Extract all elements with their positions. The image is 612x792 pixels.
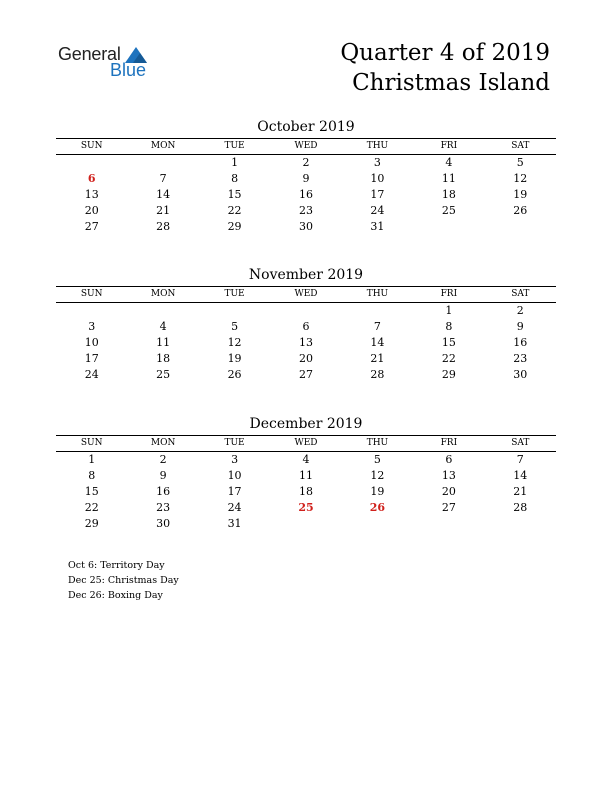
day-cell: 22 — [84, 501, 99, 514]
day-cell: 22 — [441, 352, 456, 365]
day-cell — [342, 516, 413, 532]
day-grid — [56, 155, 556, 235]
weekday-header — [56, 286, 556, 303]
weekday-label: WED — [294, 438, 318, 448]
day-cell: 2 — [302, 156, 310, 169]
day-cell: 16 — [513, 336, 528, 349]
day-cell: 12 — [370, 469, 385, 482]
weekday-label: SAT — [511, 438, 530, 448]
day-cell: 29 — [84, 517, 99, 530]
weekday-header — [56, 435, 556, 452]
day-cell: 8 — [445, 320, 453, 333]
day-cell: 15 — [84, 485, 99, 498]
day-cell: 9 — [516, 320, 524, 333]
day-cell: 7 — [159, 172, 167, 185]
month-title: November 2019 — [248, 267, 364, 283]
logo-text-blue: Blue — [110, 60, 147, 80]
day-cell: 27 — [441, 501, 456, 514]
day-cell: 28 — [513, 501, 528, 514]
day-cell: 12 — [227, 336, 242, 349]
weekday-label: FRI — [440, 141, 458, 151]
day-cell: 26 — [369, 501, 386, 514]
weekday-label: WED — [294, 289, 318, 299]
weekday-label: TUE — [224, 141, 245, 151]
weekday-header — [56, 138, 556, 155]
day-cell: 6 — [302, 320, 310, 333]
page-title — [230, 38, 550, 98]
day-cell: 17 — [227, 485, 242, 498]
day-cell: 3 — [373, 156, 381, 169]
day-cell: 11 — [441, 172, 456, 185]
day-cell: 28 — [156, 220, 171, 233]
title-region: Christmas Island — [352, 70, 550, 96]
day-cell: 21 — [513, 485, 528, 498]
weekday-label: SAT — [511, 141, 530, 151]
holiday-notes — [68, 558, 179, 603]
day-cell: 15 — [227, 188, 242, 201]
day-cell: 24 — [227, 501, 242, 514]
day-cell: 15 — [441, 336, 456, 349]
day-cell — [127, 155, 198, 171]
weekday-label: SUN — [80, 438, 103, 448]
month-calendar — [56, 266, 556, 383]
day-cell: 19 — [370, 485, 385, 498]
weekday-label: THU — [366, 289, 389, 299]
day-cell — [485, 516, 556, 532]
day-cell: 3 — [231, 453, 239, 466]
weekday-label: THU — [366, 141, 389, 151]
month-calendar — [56, 118, 556, 235]
day-cell: 10 — [227, 469, 242, 482]
weekday-label: MON — [150, 438, 176, 448]
day-cell: 6 — [87, 172, 96, 185]
day-cell: 3 — [88, 320, 96, 333]
day-cell: 23 — [298, 204, 313, 217]
day-cell: 4 — [445, 156, 453, 169]
holiday-note: Oct 6: Territory Day — [68, 560, 165, 571]
day-cell: 4 — [302, 453, 310, 466]
day-cell — [56, 155, 127, 171]
day-cell: 27 — [84, 220, 99, 233]
day-grid — [56, 452, 556, 532]
day-cell: 11 — [298, 469, 313, 482]
day-cell: 2 — [516, 304, 524, 317]
day-cell: 6 — [445, 453, 453, 466]
day-cell: 14 — [513, 469, 528, 482]
title-quarter: Quarter 4 of 2019 — [340, 40, 550, 66]
month-title: December 2019 — [249, 416, 363, 432]
day-cell: 13 — [298, 336, 313, 349]
weekday-label: SAT — [511, 289, 530, 299]
day-cell: 21 — [370, 352, 385, 365]
day-cell: 24 — [84, 368, 99, 381]
day-cell: 12 — [513, 172, 528, 185]
day-cell: 19 — [227, 352, 242, 365]
day-cell: 5 — [231, 320, 239, 333]
day-cell: 11 — [156, 336, 171, 349]
day-cell — [485, 219, 556, 235]
day-cell: 18 — [441, 188, 456, 201]
holiday-note: Dec 26: Boxing Day — [68, 590, 163, 601]
day-cell: 7 — [373, 320, 381, 333]
generalblue-logo — [58, 44, 158, 84]
day-cell — [127, 303, 198, 319]
day-cell: 17 — [370, 188, 385, 201]
day-cell: 7 — [516, 453, 524, 466]
day-cell: 8 — [88, 469, 96, 482]
day-cell: 20 — [84, 204, 99, 217]
day-cell — [199, 303, 270, 319]
day-cell: 20 — [298, 352, 313, 365]
day-cell: 30 — [298, 220, 313, 233]
day-cell: 29 — [227, 220, 242, 233]
day-cell: 24 — [370, 204, 385, 217]
month-calendar — [56, 415, 556, 532]
day-cell: 26 — [227, 368, 242, 381]
day-cell: 8 — [231, 172, 239, 185]
day-cell: 14 — [370, 336, 385, 349]
day-cell: 26 — [513, 204, 528, 217]
weekday-label: TUE — [224, 289, 245, 299]
day-cell: 5 — [516, 156, 524, 169]
month-title: October 2019 — [257, 119, 355, 135]
day-cell: 13 — [441, 469, 456, 482]
weekday-label: THU — [366, 438, 389, 448]
day-cell — [270, 303, 341, 319]
day-cell — [413, 219, 484, 235]
day-cell: 5 — [373, 453, 381, 466]
day-cell — [342, 303, 413, 319]
day-cell: 19 — [513, 188, 528, 201]
weekday-label: SUN — [80, 289, 103, 299]
day-cell: 1 — [88, 453, 96, 466]
day-cell: 25 — [441, 204, 456, 217]
holiday-note: Dec 25: Christmas Day — [68, 575, 179, 586]
day-cell: 9 — [302, 172, 310, 185]
day-cell: 18 — [156, 352, 171, 365]
day-cell: 14 — [156, 188, 171, 201]
day-cell: 22 — [227, 204, 242, 217]
weekday-label: FRI — [440, 289, 458, 299]
day-cell: 30 — [513, 368, 528, 381]
day-cell — [413, 516, 484, 532]
day-cell: 20 — [441, 485, 456, 498]
day-cell: 21 — [156, 204, 171, 217]
weekday-label: FRI — [440, 438, 458, 448]
day-cell: 23 — [513, 352, 528, 365]
logo-text-general: General — [58, 44, 121, 64]
weekday-label: SUN — [80, 141, 103, 151]
day-cell: 30 — [156, 517, 171, 530]
weekday-label: MON — [150, 289, 176, 299]
day-cell: 29 — [441, 368, 456, 381]
weekday-label: MON — [150, 141, 176, 151]
day-cell: 16 — [298, 188, 313, 201]
day-cell: 1 — [445, 304, 453, 317]
day-cell: 13 — [84, 188, 99, 201]
day-cell: 2 — [159, 453, 167, 466]
day-cell: 10 — [84, 336, 99, 349]
day-cell: 31 — [227, 517, 242, 530]
day-cell — [56, 303, 127, 319]
day-cell: 18 — [298, 485, 313, 498]
day-cell: 28 — [370, 368, 385, 381]
day-cell: 17 — [84, 352, 99, 365]
day-cell: 9 — [159, 469, 167, 482]
day-cell: 4 — [159, 320, 167, 333]
day-cell: 25 — [156, 368, 171, 381]
day-cell — [270, 516, 341, 532]
day-cell: 25 — [298, 501, 314, 514]
day-cell: 31 — [370, 220, 385, 233]
day-cell: 16 — [156, 485, 171, 498]
day-cell: 1 — [231, 156, 239, 169]
day-cell: 23 — [156, 501, 171, 514]
weekday-label: TUE — [224, 438, 245, 448]
weekday-label: WED — [294, 141, 318, 151]
day-grid — [56, 303, 556, 383]
day-cell: 10 — [370, 172, 385, 185]
day-cell: 27 — [298, 368, 313, 381]
